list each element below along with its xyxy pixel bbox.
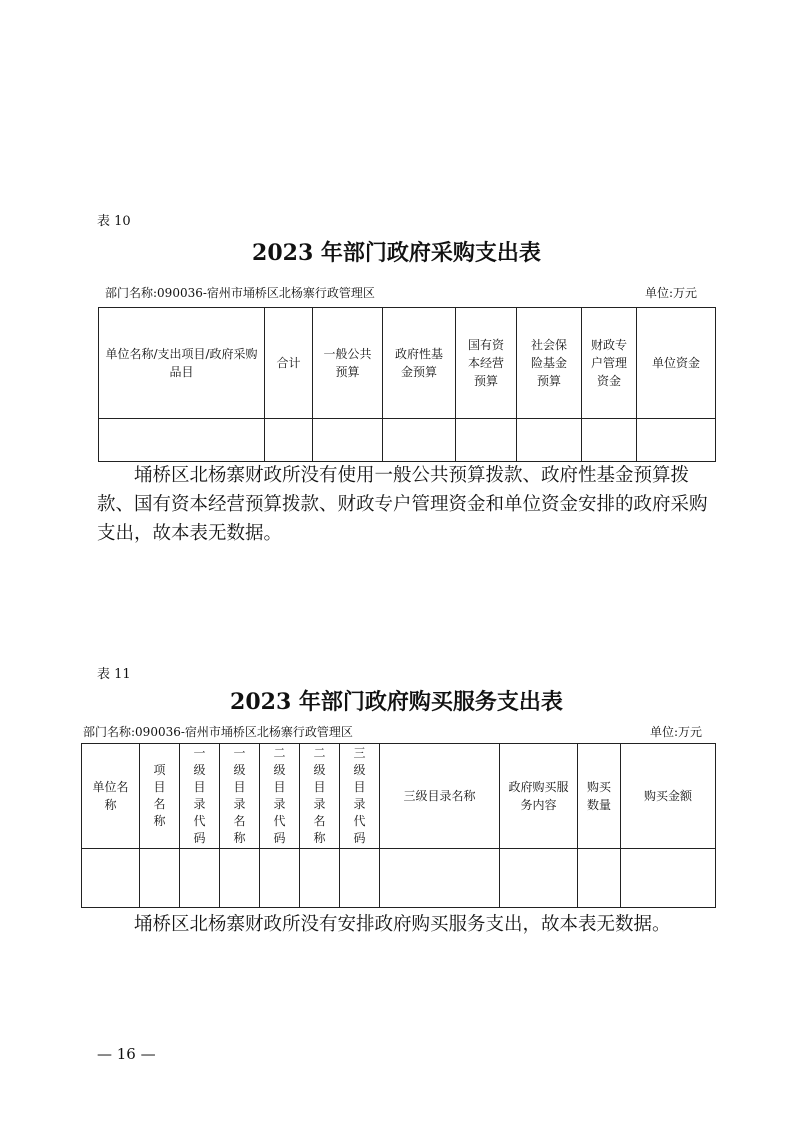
table10-header-3: 政府性基金预算: [383, 308, 456, 419]
table10-header-4: 国有资本经营预算: [456, 308, 517, 419]
table11-header-9: 购买数量: [578, 744, 621, 849]
table11-title: 2023 年部门政府购买服务支出表: [230, 689, 563, 715]
table11-dept: 部门名称:090036-宿州市埇桥区北杨寨行政管理区: [83, 725, 353, 739]
table11-header-2: 一级目录代码: [180, 744, 220, 849]
table10-header-7: 单位资金: [637, 308, 716, 419]
table11-label: 表 11: [97, 667, 131, 682]
table11-unit: 单位:万元: [650, 725, 703, 739]
table10-grid: [98, 307, 716, 462]
table10-header-1: 合计: [265, 308, 313, 419]
table10-header-6: 财政专户管理资金: [582, 308, 637, 419]
table10-unit: 单位:万元: [645, 286, 698, 300]
table10-header-5: 社会保险基金预算: [517, 308, 582, 419]
table10-note: 埇桥区北杨寨财政所没有使用一般公共预算拨款、政府性基金预算拨款、国有资本经营预算拨款、财政专户管理资金和单位资金安排的政府采购支出，故本表无数据。: [97, 465, 708, 544]
table11-header-6: 三级目录代码: [340, 744, 380, 849]
table10-header-2: 一般公共预算: [313, 308, 383, 419]
table10-title: 2023 年部门政府采购支出表: [252, 240, 541, 266]
table10-dept: 部门名称:090036-宿州市埇桥区北杨寨行政管理区: [105, 286, 375, 300]
table11-header-4: 二级目录代码: [260, 744, 300, 849]
table11-header-5: 二级目录名称: [300, 744, 340, 849]
table11-grid: [81, 743, 716, 908]
table11-header-10: 购买金额: [621, 744, 716, 849]
table11-header-0: 单位名称: [82, 744, 140, 849]
page-number: — 16 —: [97, 1045, 156, 1063]
table10-label: 表 10: [97, 214, 131, 229]
table10-header-0: 单位名称/支出项目/政府采购品目: [99, 308, 265, 419]
table11-note: 埇桥区北杨寨财政所没有安排政府购买服务支出，故本表无数据。: [134, 914, 671, 935]
table11-header-1: 项目名称: [140, 744, 180, 849]
table11-empty-row: [82, 849, 716, 908]
table11-header-3: 一级目录名称: [220, 744, 260, 849]
table11-header-7: 三级目录名称: [380, 744, 500, 849]
table10-empty-row: [99, 419, 716, 462]
table11-header-8: 政府购买服务内容: [500, 744, 578, 849]
